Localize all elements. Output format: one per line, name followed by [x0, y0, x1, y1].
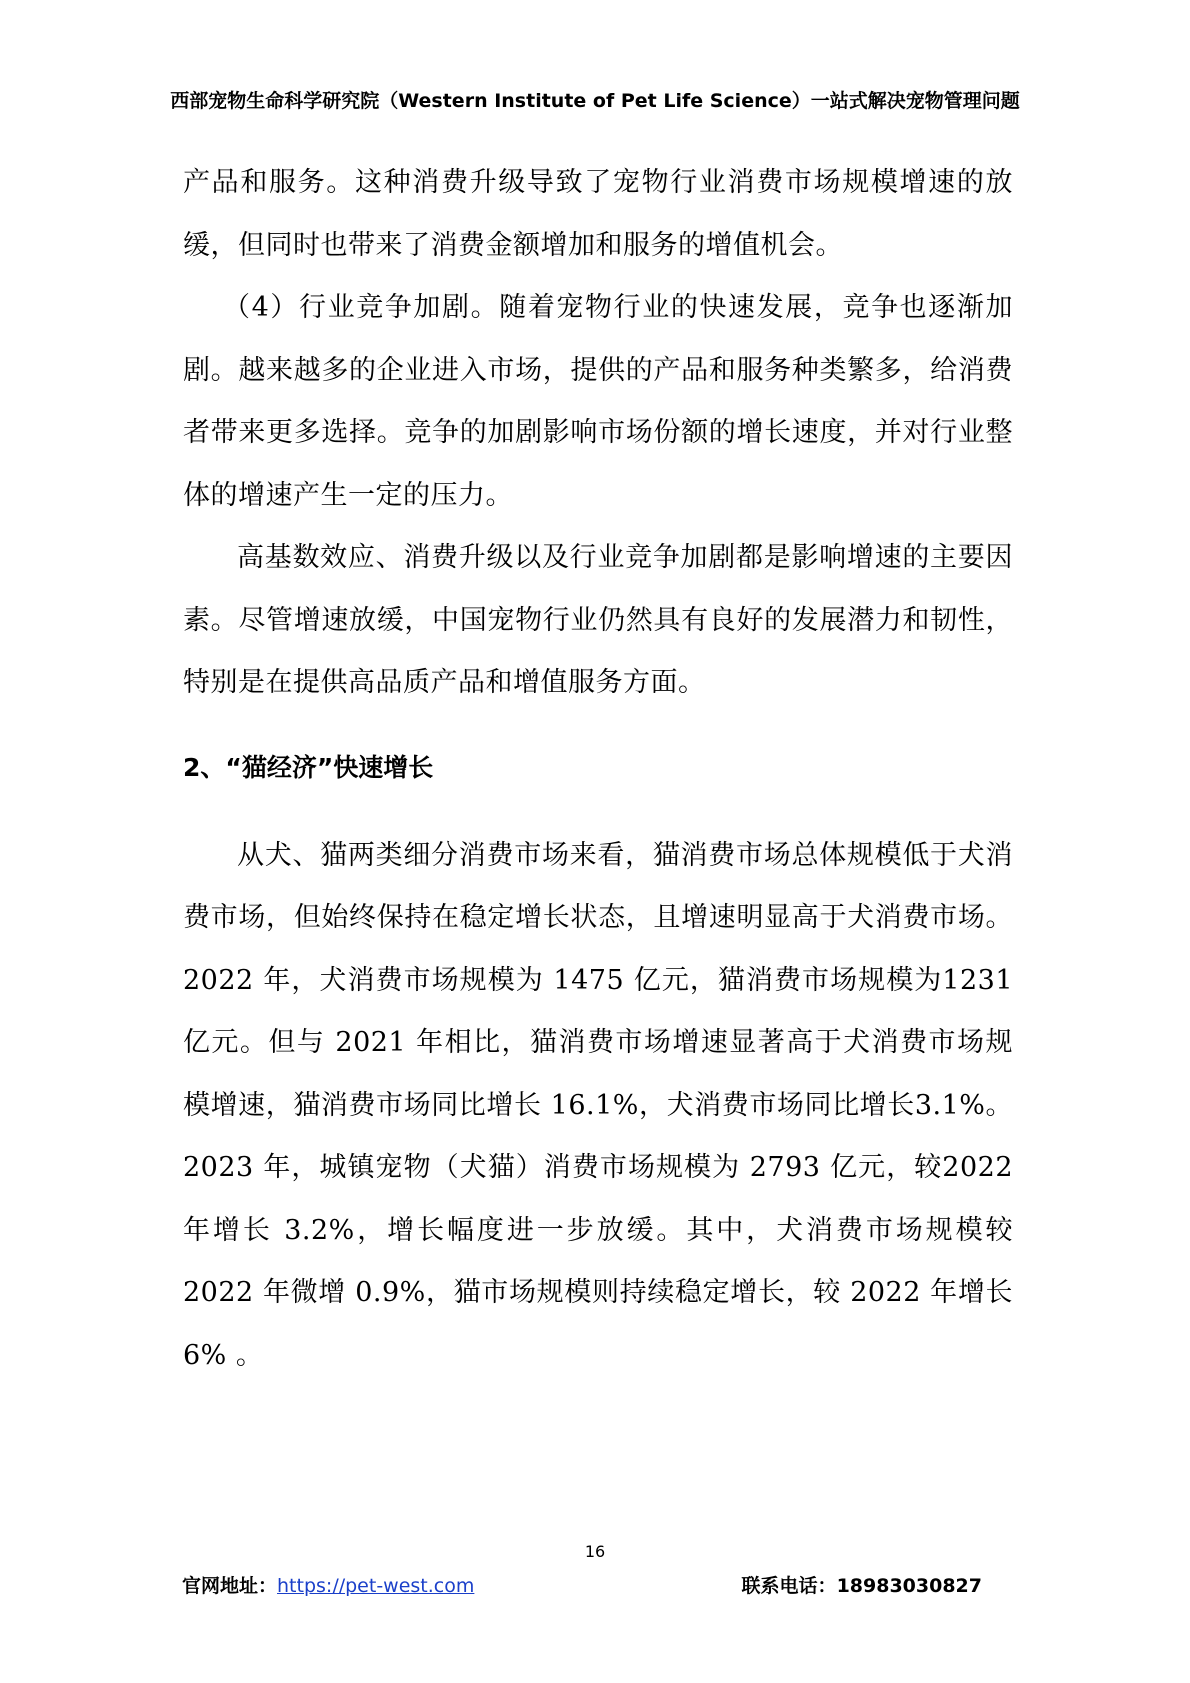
phone-label: 联系电话：: [741, 1575, 837, 1597]
main-content: [183, 152, 1013, 1387]
paragraph-summary-factors: 高基数效应、消费升级以及行业竞争加剧都是影响增速的主要因素。尽管增速放缓，中国宠物行业仍然具有良好的发展潜力和韧性，特别是在提供高品质产品和增值服务方面。: [183, 542, 1013, 698]
section-heading-cat-economy: 2、“猫经济”快速增长: [183, 752, 434, 782]
paragraph-industry-competition: （4）行业竞争加剧。随着宠物行业的快速发展，竞争也逐渐加剧。越来越多的企业进入市场，提供的产品和服务种类繁多，给消费者带来更多选择。竞争的加剧影响市场份额的增长速度，并对行业整体的增速产生一定的压力。: [183, 292, 1013, 511]
paragraph-consumption-upgrade-end: 产品和服务。这种消费升级导致了宠物行业消费市场规模增速的放缓，但同时也带来了消费金额增加和服务的增值机会。: [183, 167, 1013, 261]
footer-website: [182, 1571, 474, 1598]
website-label: 官网地址：: [182, 1575, 278, 1597]
page-number: 16: [584, 1542, 606, 1561]
spacer: [183, 783, 1013, 825]
spacer: [183, 715, 1013, 753]
footer-phone: [742, 1571, 982, 1598]
paragraph-cat-dog-market: 从犬、猫两类细分消费市场来看，猫消费市场总体规模低于犬消费市场，但始终保持在稳定增长状态，且增速明显高于犬消费市场。2022 年，犬消费市场规模为 1475 亿元，猫消费市场规模为1231 亿元。但与 2021 年相比，猫消费市场增速显著高于犬消费市场规模增速，猫消费市场同比增长 16.1%，犬消费市场同比增长3.1%。2023 年，城镇宠物（犬猫）消费市场规模为 2793 亿元，较2022 年增长 3.2%，增长幅度进一步放缓。其中，犬消费市场规模较 2022 年微增 0.9%，猫市场规模则持续稳定增长，较 2022 年增长 6% 。: [183, 839, 1013, 1371]
website-link[interactable]: https://pet-west.com: [277, 1575, 475, 1597]
phone-number: 18983030827: [836, 1575, 982, 1597]
page-header: 西部宠物生命科学研究院（Western Institute of Pet Life Science）一站式解决宠物管理问题: [170, 90, 1020, 112]
